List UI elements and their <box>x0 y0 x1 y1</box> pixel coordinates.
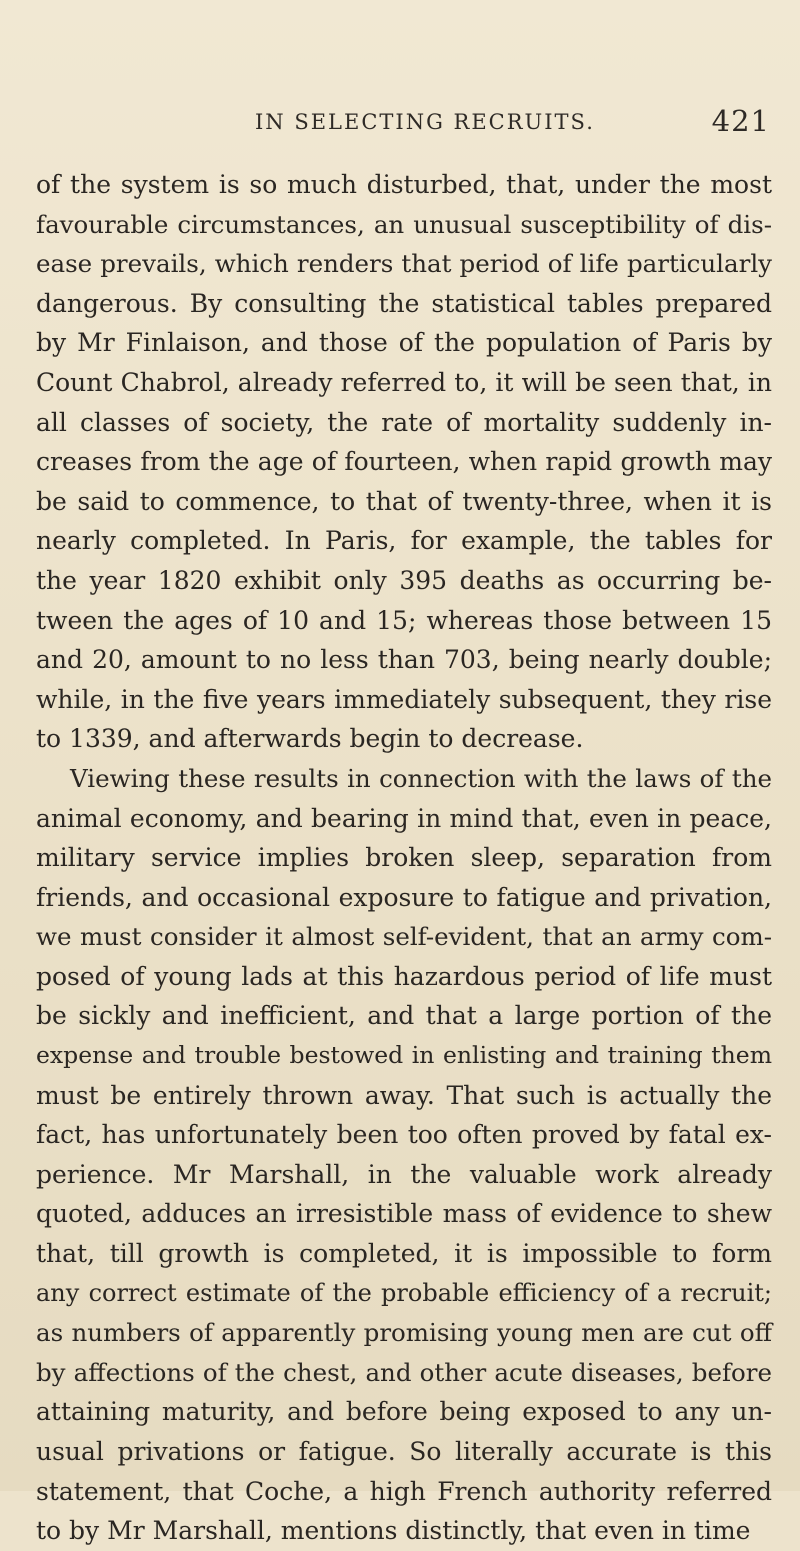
text-line: ease prevails, which renders that period of life particularly <box>36 249 772 279</box>
text-line: the year 1820 exhibit only 395 deaths as occurring be- <box>36 565 772 595</box>
text-line: usual privations or fatigue. So literally accurate is this <box>36 1437 772 1466</box>
page-header <box>40 104 770 148</box>
text-line: dangerous. By consulting the statistical tables prepared <box>36 288 772 318</box>
text-line: animal economy, and bearing in mind that, even in peace, <box>36 803 772 833</box>
text-line: statement, that Coche, a high French authority referred <box>36 1476 772 1506</box>
text-line: all classes of society, the rate of mortality suddenly in- <box>36 407 772 437</box>
text-line: we must consider it almost self-evident, that an army com- <box>36 922 772 952</box>
text-line: nearly completed. In Paris, for example, the tables for <box>36 526 772 556</box>
text-line: expense and trouble bestowed in enlisting and training them <box>36 1041 772 1070</box>
text-line: must be entirely thrown away. That such is actually the <box>36 1080 772 1110</box>
text-line: that, till growth is completed, it is impossible to form <box>36 1239 772 1269</box>
paragraph-end-line: to 1339, and afterwards begin to decrease. <box>36 724 584 754</box>
text-line: friends, and occasional exposure to fatigue and privation, <box>36 882 772 912</box>
text-line: quoted, adduces an irresistible mass of evidence to shew <box>36 1199 772 1229</box>
paragraph-start-line: Viewing these results in connection with the laws of the <box>70 763 772 793</box>
text-line: any correct estimate of the probable efficiency of a recruit; <box>36 1278 772 1307</box>
text-line: creases from the age of fourteen, when rapid growth may <box>36 447 772 477</box>
text-line: while, in the five years immediately subsequent, they rise <box>36 684 772 714</box>
page-number: 421 <box>711 104 770 138</box>
text-line: Count Chabrol, already referred to, it will be seen that, in <box>36 367 772 397</box>
text-line: by Mr Finlaison, and those of the population of Paris by <box>36 328 772 358</box>
text-line: as numbers of apparently promising young men are cut off <box>36 1318 772 1348</box>
text-line: be said to commence, to that of twenty-three, when it is <box>36 486 772 516</box>
running-head: IN SELECTING RECRUITS. <box>255 110 595 134</box>
text-line: perience. Mr Marshall, in the valuable work already <box>36 1159 772 1189</box>
text-line: fact, has unfortunately been too often proved by fatal ex- <box>36 1120 772 1150</box>
text-line: and 20, amount to no less than 703, being nearly double; <box>36 645 772 675</box>
text-line: tween the ages of 10 and 15; whereas those between 15 <box>36 605 772 635</box>
text-line: by affections of the chest, and other acute diseases, before <box>36 1357 772 1387</box>
text-line: favourable circumstances, an unusual susceptibility of dis- <box>36 209 772 239</box>
body-text <box>36 165 772 1551</box>
text-line: to by Mr Marshall, mentions distinctly, that even in time <box>36 1516 751 1546</box>
text-line: posed of young lads at this hazardous period of life must <box>36 961 772 991</box>
text-line: be sickly and inefficient, and that a large portion of the <box>36 1001 772 1031</box>
text-line: attaining maturity, and before being exposed to any un- <box>36 1397 772 1427</box>
text-line: military service implies broken sleep, separation from <box>36 843 772 873</box>
text-line: of the system is so much disturbed, that, under the most <box>36 170 772 199</box>
